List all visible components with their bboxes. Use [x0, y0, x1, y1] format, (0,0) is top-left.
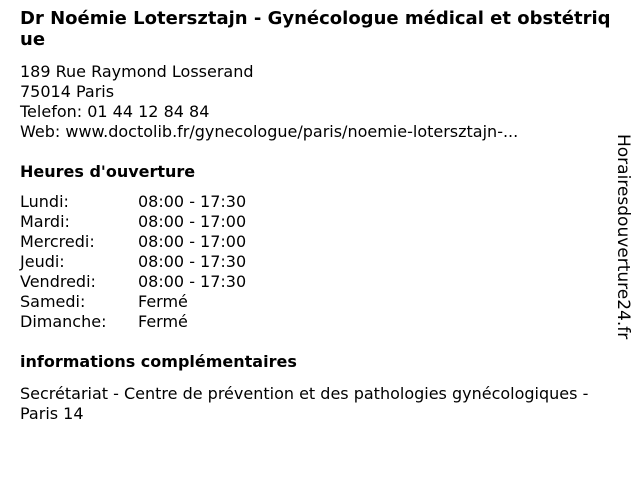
day-label: Vendredi:	[20, 272, 96, 291]
city-address: 75014 Paris	[20, 82, 115, 101]
time-value: 08:00 - 17:30	[138, 192, 247, 211]
hours-row	[20, 272, 620, 292]
phone-number: Telefon: 01 44 12 84 84	[20, 102, 210, 121]
hours-row	[20, 312, 620, 332]
time-value: 08:00 - 17:00	[138, 212, 247, 231]
website-link[interactable]: Web: www.doctolib.fr/gynecologue/paris/noemie-lotersztajn-...	[20, 122, 519, 141]
hours-table	[20, 192, 620, 332]
street-address: 189 Rue Raymond Losserand	[20, 62, 254, 81]
day-label: Mardi:	[20, 212, 70, 231]
time-value: 08:00 - 17:30	[138, 252, 247, 271]
time-value: Fermé	[138, 312, 188, 331]
hours-row	[20, 292, 620, 312]
day-label: Jeudi:	[20, 252, 65, 271]
site-watermark: Horairesdouverture24.fr	[613, 134, 633, 340]
info-text: Secrétariat - Centre de prévention et des pathologies gynécologiques - Paris 14	[20, 384, 589, 423]
hours-row	[20, 252, 620, 272]
page-title: Dr Noémie Lotersztajn - Gynécologue médical et obstétrique	[20, 8, 611, 50]
business-card	[20, 8, 620, 424]
hours-row	[20, 232, 620, 252]
time-value: Fermé	[138, 292, 188, 311]
hours-row	[20, 212, 620, 232]
day-label: Samedi:	[20, 292, 86, 311]
info-title: informations complémentaires	[20, 352, 297, 371]
address-block	[20, 62, 620, 142]
hours-title: Heures d'ouverture	[20, 162, 196, 181]
day-label: Mercredi:	[20, 232, 95, 251]
day-label: Dimanche:	[20, 312, 107, 331]
time-value: 08:00 - 17:00	[138, 232, 247, 251]
day-label: Lundi:	[20, 192, 69, 211]
time-value: 08:00 - 17:30	[138, 272, 247, 291]
hours-row	[20, 192, 620, 212]
